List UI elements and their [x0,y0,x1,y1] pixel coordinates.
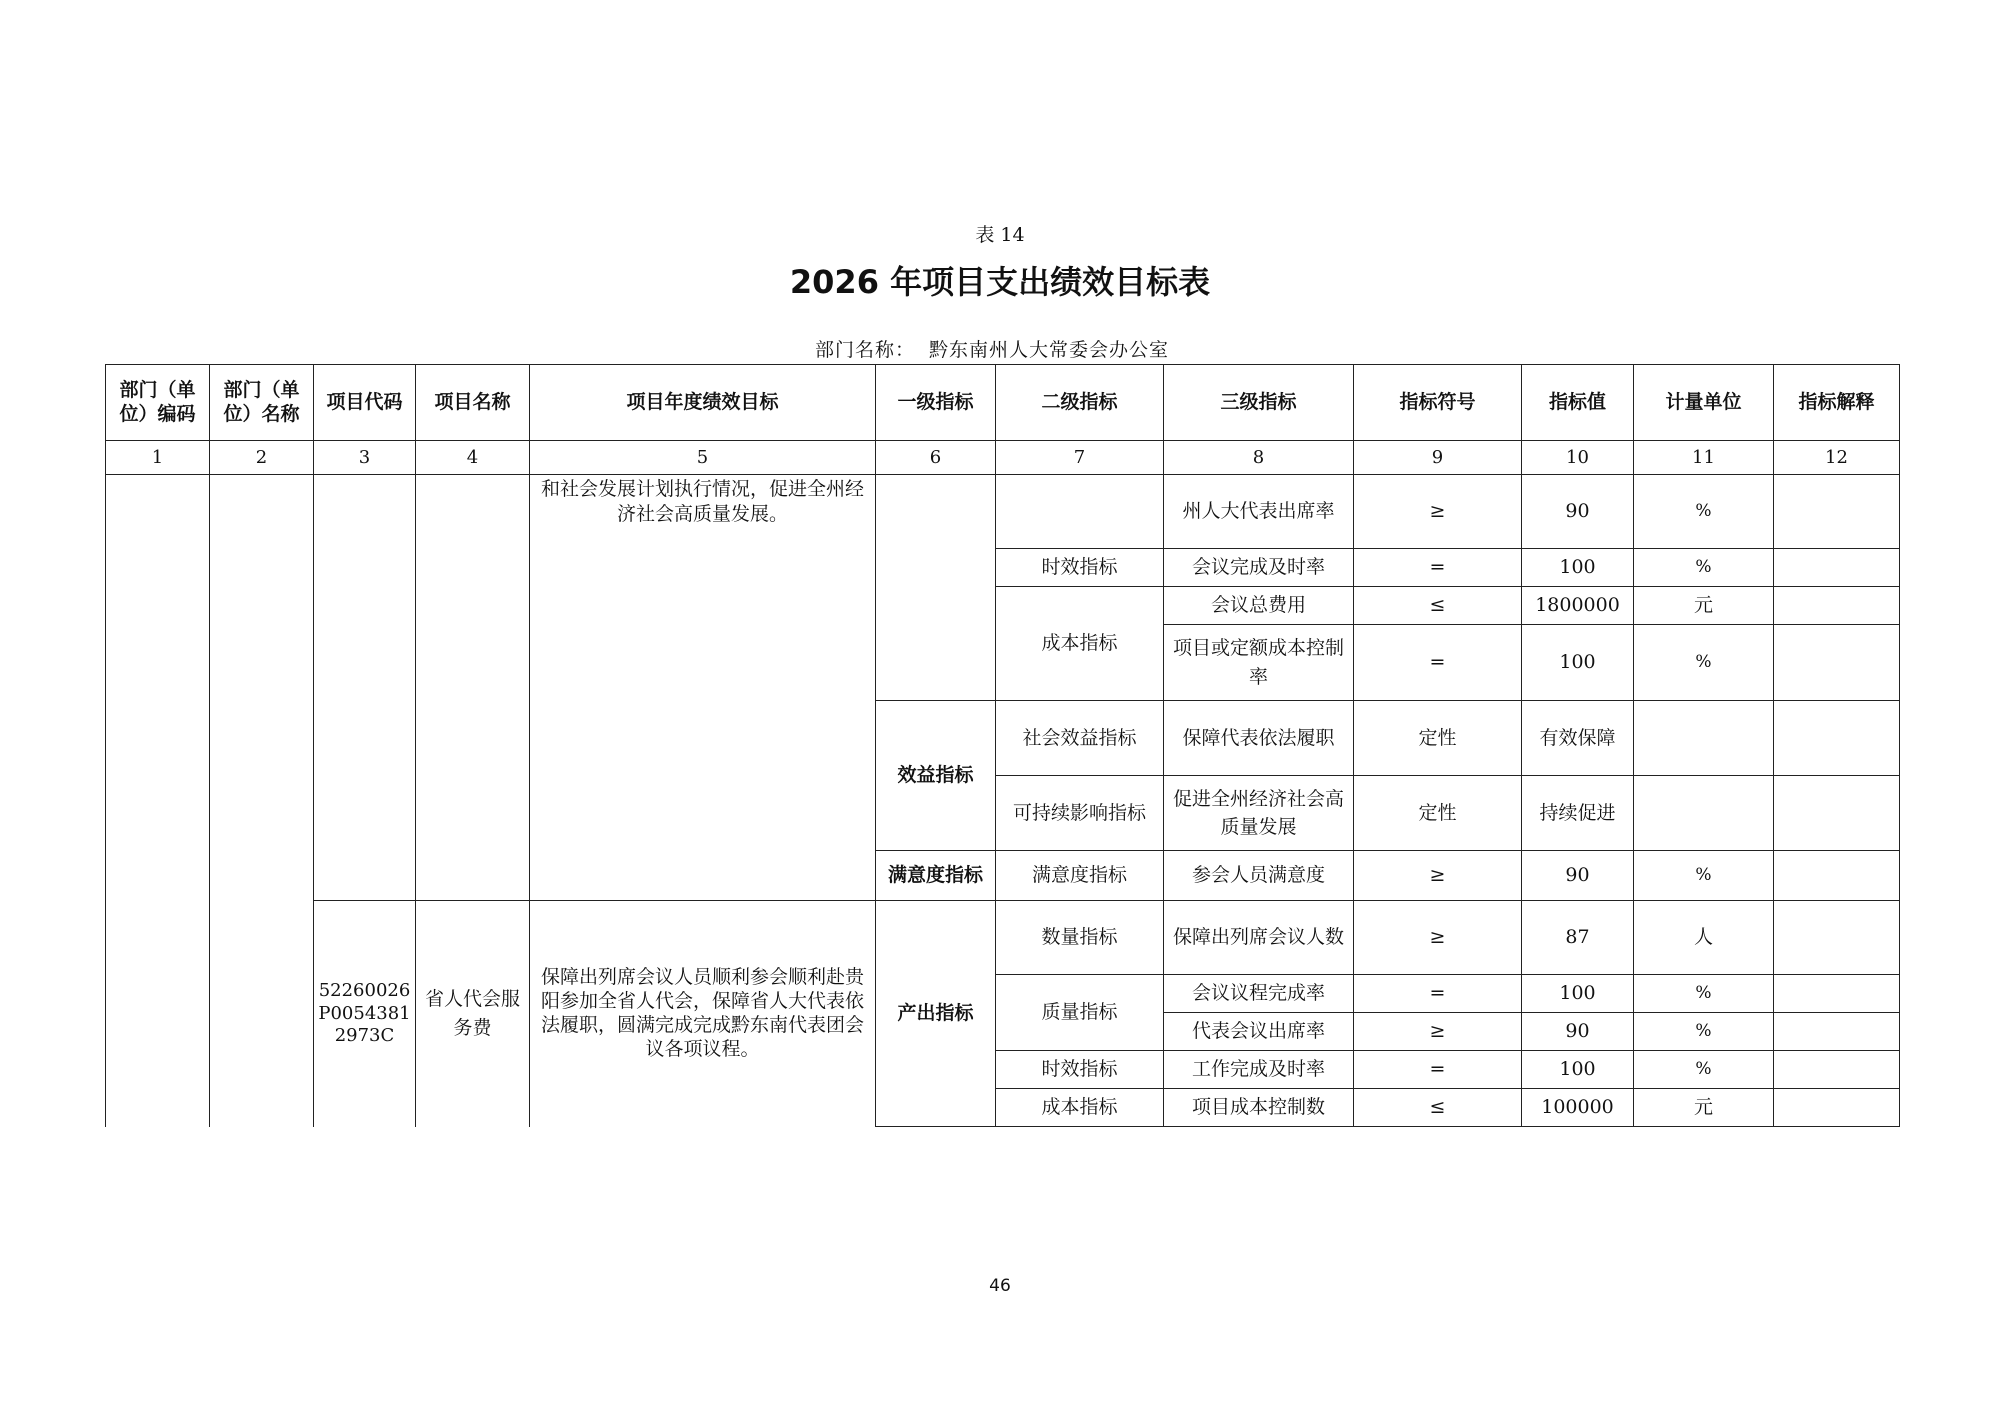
level2-cell: 时效指标 [996,549,1164,587]
level2-cell: 质量指标 [996,975,1164,1051]
unit-cell: % [1634,1013,1774,1051]
symbol-cell: ≤ [1354,587,1522,625]
level3-cell: 会议总费用 [1164,587,1354,625]
explanation-cell [1774,475,1900,549]
unit-cell: 元 [1634,1089,1774,1127]
column-header: 项目代码 [314,365,416,441]
level1-cell: 产出指标 [876,901,996,1127]
department-label: 部门名称： [815,339,916,361]
project-name-cell [416,475,530,901]
table-number: 表 14 [975,224,1025,246]
page-number: 46 [989,1276,1011,1296]
value-cell: 87 [1522,901,1634,975]
explanation-cell [1774,776,1900,851]
page-title: 2026 年项目支出绩效目标表 [789,263,1211,301]
column-number: 7 [996,441,1164,475]
column-number: 1 [106,441,210,475]
symbol-cell: = [1354,975,1522,1013]
level3-cell: 项目成本控制数 [1164,1089,1354,1127]
level2-cell: 满意度指标 [996,851,1164,901]
value-cell: 100 [1522,625,1634,701]
column-header: 指标符号 [1354,365,1522,441]
unit-cell: % [1634,975,1774,1013]
unit-cell: % [1634,549,1774,587]
level2-cell: 时效指标 [996,1051,1164,1089]
unit-cell: 元 [1634,587,1774,625]
table-header-row [106,365,1900,441]
table-row [106,475,1900,549]
level2-cell: 成本指标 [996,1089,1164,1127]
department-name: 黔东南州人大常委会办公室 [929,339,1170,361]
value-cell: 90 [1522,851,1634,901]
column-header: 计量单位 [1634,365,1774,441]
column-number: 12 [1774,441,1900,475]
symbol-cell: ≥ [1354,901,1522,975]
performance-target-table [105,364,1900,1127]
column-number-row [106,441,1900,475]
unit-cell: % [1634,625,1774,701]
value-cell: 90 [1522,1013,1634,1051]
value-cell: 100 [1522,975,1634,1013]
dept-name-cell [210,475,314,1127]
project-goal-cell: 和社会发展计划执行情况，促进全州经济社会高质量发展。 [530,475,876,901]
explanation-cell [1774,1013,1900,1051]
column-header: 三级指标 [1164,365,1354,441]
value-cell: 持续促进 [1522,776,1634,851]
column-number: 2 [210,441,314,475]
column-header: 部门（单位）编码 [106,365,210,441]
symbol-cell: ≥ [1354,475,1522,549]
value-cell: 90 [1522,475,1634,549]
level3-cell: 保障代表依法履职 [1164,701,1354,776]
column-header: 部门（单位）名称 [210,365,314,441]
level2-cell [996,475,1164,549]
level3-cell: 促进全州经济社会高质量发展 [1164,776,1354,851]
level1-cell: 效益指标 [876,701,996,851]
column-header: 一级指标 [876,365,996,441]
column-number: 8 [1164,441,1354,475]
unit-cell [1634,701,1774,776]
explanation-cell [1774,549,1900,587]
level2-cell: 可持续影响指标 [996,776,1164,851]
table-row [106,901,1900,975]
value-cell: 100 [1522,1051,1634,1089]
project-code-cell [314,475,416,901]
column-number: 11 [1634,441,1774,475]
symbol-cell: = [1354,549,1522,587]
explanation-cell [1774,587,1900,625]
project-code-cell: 52260026P00543812973C [314,901,416,1127]
level1-cell [876,475,996,701]
column-number: 6 [876,441,996,475]
column-number: 4 [416,441,530,475]
level2-cell: 成本指标 [996,587,1164,701]
unit-cell [1634,776,1774,851]
level3-cell: 保障出列席会议人数 [1164,901,1354,975]
department-line [815,335,1183,362]
column-number: 9 [1354,441,1522,475]
column-number: 5 [530,441,876,475]
column-header: 指标值 [1522,365,1634,441]
column-header: 项目年度绩效目标 [530,365,876,441]
project-goal-cell: 保障出列席会议人员顺利参会顺利赴贵阳参加全省人代会，保障省人大代表依法履职，圆满完成完成黔东南代表团会议各项议程。 [530,901,876,1127]
level3-cell: 参会人员满意度 [1164,851,1354,901]
value-cell: 1800000 [1522,587,1634,625]
column-header: 指标解释 [1774,365,1900,441]
unit-cell: % [1634,851,1774,901]
explanation-cell [1774,625,1900,701]
value-cell: 有效保障 [1522,701,1634,776]
project-name-cell: 省人代会服务费 [416,901,530,1127]
explanation-cell [1774,901,1900,975]
symbol-cell: 定性 [1354,701,1522,776]
symbol-cell: ≥ [1354,1013,1522,1051]
value-cell: 100 [1522,549,1634,587]
symbol-cell: = [1354,625,1522,701]
level1-cell: 满意度指标 [876,851,996,901]
symbol-cell: ≤ [1354,1089,1522,1127]
dept-code-cell [106,475,210,1127]
column-header: 二级指标 [996,365,1164,441]
level2-cell: 数量指标 [996,901,1164,975]
explanation-cell [1774,851,1900,901]
explanation-cell [1774,1051,1900,1089]
symbol-cell: 定性 [1354,776,1522,851]
symbol-cell: = [1354,1051,1522,1089]
explanation-cell [1774,975,1900,1013]
level3-cell: 会议完成及时率 [1164,549,1354,587]
symbol-cell: ≥ [1354,851,1522,901]
unit-cell: % [1634,1051,1774,1089]
level2-cell: 社会效益指标 [996,701,1164,776]
column-number: 10 [1522,441,1634,475]
explanation-cell [1774,701,1900,776]
column-number: 3 [314,441,416,475]
level3-cell: 工作完成及时率 [1164,1051,1354,1089]
level3-cell: 代表会议出席率 [1164,1013,1354,1051]
level3-cell: 项目或定额成本控制率 [1164,625,1354,701]
explanation-cell [1774,1089,1900,1127]
unit-cell: 人 [1634,901,1774,975]
column-header: 项目名称 [416,365,530,441]
value-cell: 100000 [1522,1089,1634,1127]
level3-cell: 会议议程完成率 [1164,975,1354,1013]
level3-cell: 州人大代表出席率 [1164,475,1354,549]
unit-cell: % [1634,475,1774,549]
